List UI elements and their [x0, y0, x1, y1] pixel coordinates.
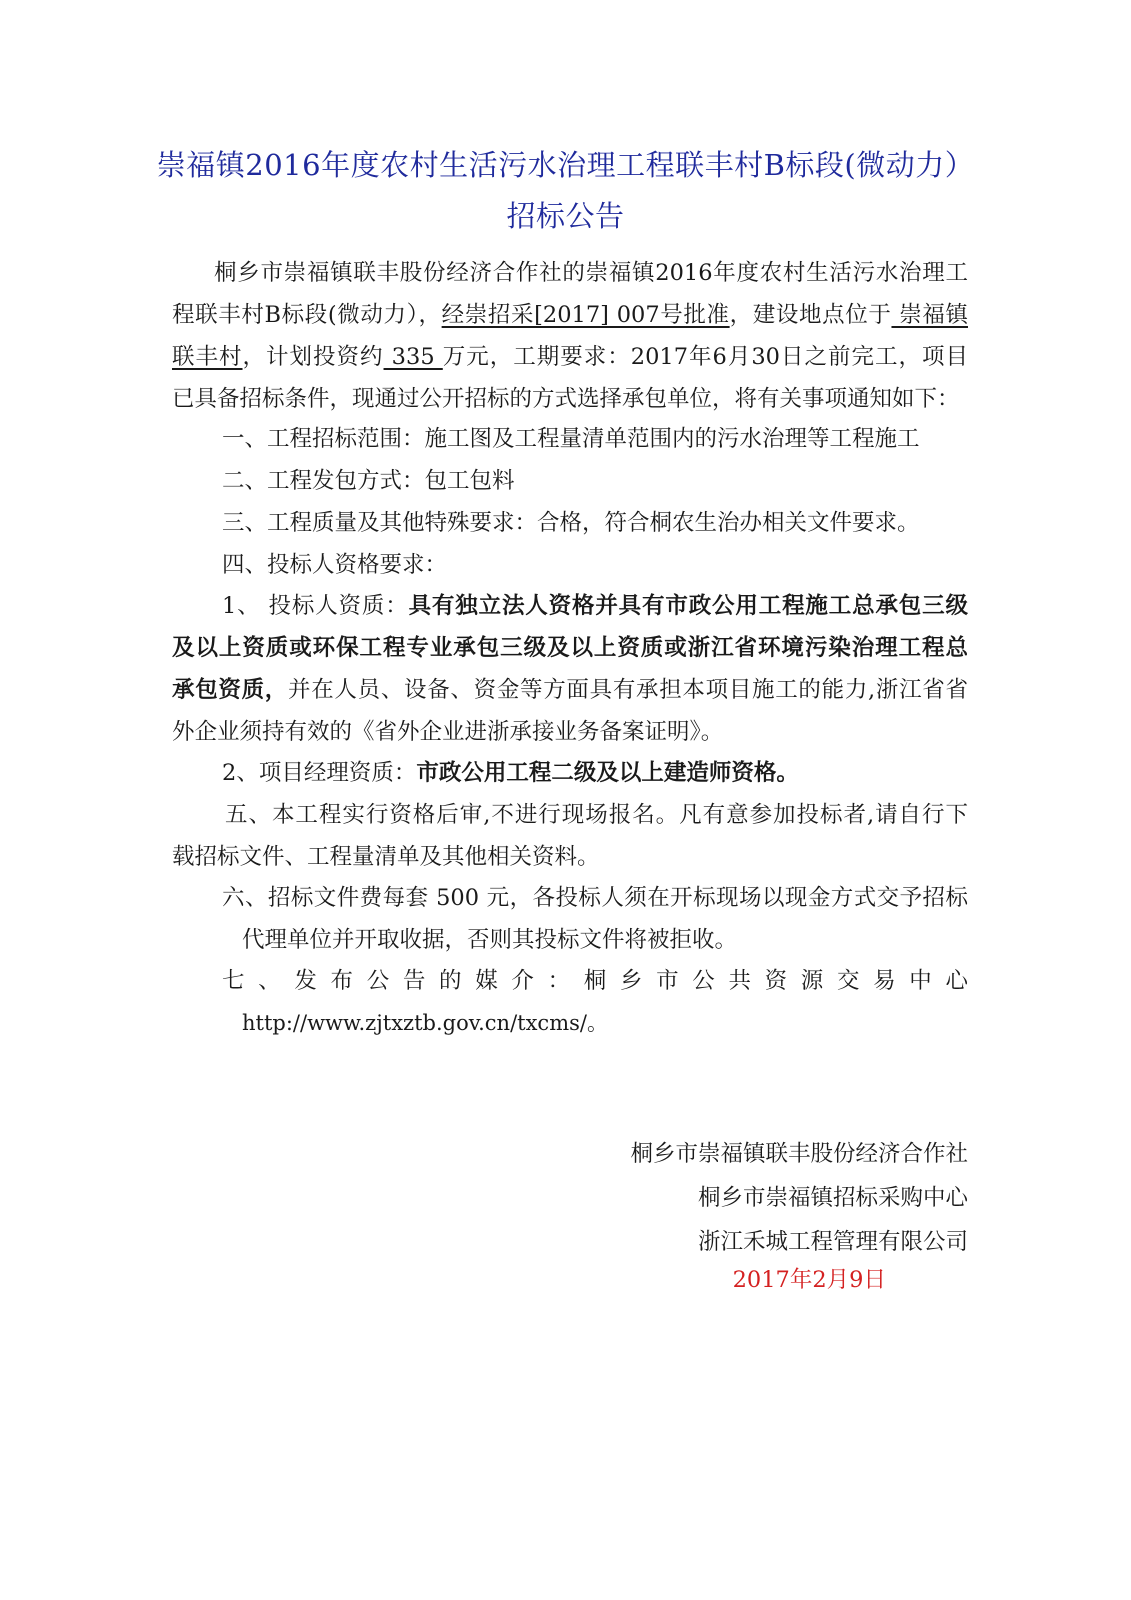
signature-org-2: 桐乡市崇福镇招标采购中心 — [697, 1185, 968, 1211]
media-url: http://www.zjtxztb.gov.cn/txcms/。 — [242, 1011, 608, 1035]
item-scope: 一、工程招标范围：施工图及工程量清单范围内的污水治理等工程施工 — [222, 426, 920, 452]
document-subtitle: 招标公告 — [506, 199, 625, 233]
intro-line-3: 联丰村，计划投资约 335 万元，工期要求：2017年6月30日之前完工，项目 — [172, 344, 968, 370]
item-contract-method: 二、工程发包方式：包工包料 — [222, 468, 515, 494]
qualification-1-line-3: 承包资质，并在人员、设备、资金等方面具有承担本项目施工的能力,浙江省省 — [172, 677, 968, 703]
document-title: 崇福镇2016年度农村生活污水治理工程联丰村B标段(微动力） — [156, 148, 975, 182]
intro-line-1: 桐乡市崇福镇联丰股份经济合作社的崇福镇2016年度农村生活污水治理工 — [214, 260, 968, 286]
item-prequalification-line-2: 载招标文件、工程量清单及其他相关资料。 — [172, 844, 600, 870]
qualification-2: 2、项目经理资质：市政公用工程二级及以上建造师资格。 — [222, 760, 799, 786]
intro-line-2: 程联丰村B标段(微动力），经崇招采[2017] 007号批准，建设地点位于 崇福镇 — [172, 302, 968, 328]
signature-date: 2017年2月9日 — [732, 1267, 886, 1293]
qualification-1-line-2: 及以上资质或环保工程专业承包三级及以上资质或浙江省环境污染治理工程总 — [172, 635, 968, 661]
qualification-1-line-1: 1、 投标人资质：具有独立法人资格并具有市政公用工程施工总承包三级 — [222, 593, 968, 619]
intro-line-4: 已具备招标条件，现通过公开招标的方式选择承包单位，将有关事项通知如下： — [172, 386, 960, 412]
signature-org-1: 桐乡市崇福镇联丰股份经济合作社 — [630, 1141, 968, 1167]
location-text-cont: 联丰村 — [172, 344, 243, 370]
qualification-1-line-4: 外企业须持有效的《省外企业进浙承接业务备案证明》。 — [172, 719, 724, 745]
item-fee-line-2: 代理单位并开取收据，否则其投标文件将被拒收。 — [242, 927, 738, 953]
investment-amount: 335 — [383, 344, 443, 370]
item-media-line-1: 七、发布公告的媒介：桐乡市公共资源交易中心 — [222, 968, 968, 994]
item-prequalification-line-1: 五、本工程实行资格后审,不进行现场报名。凡有意参加投标者,请自行下 — [225, 802, 968, 828]
item-bidder-requirements: 四、投标人资格要求： — [222, 552, 448, 578]
location-text: 崇福镇 — [891, 302, 968, 328]
item-fee-line-1: 六、招标文件费每套 500 元，各投标人须在开标现场以现金方式交予招标 — [222, 885, 968, 911]
item-quality: 三、工程质量及其他特殊要求：合格，符合桐农生治办相关文件要求。 — [222, 510, 920, 536]
approval-number: 经崇招采[2017] 007号批准 — [441, 302, 730, 328]
signature-org-3: 浙江禾城工程管理有限公司 — [697, 1229, 968, 1255]
